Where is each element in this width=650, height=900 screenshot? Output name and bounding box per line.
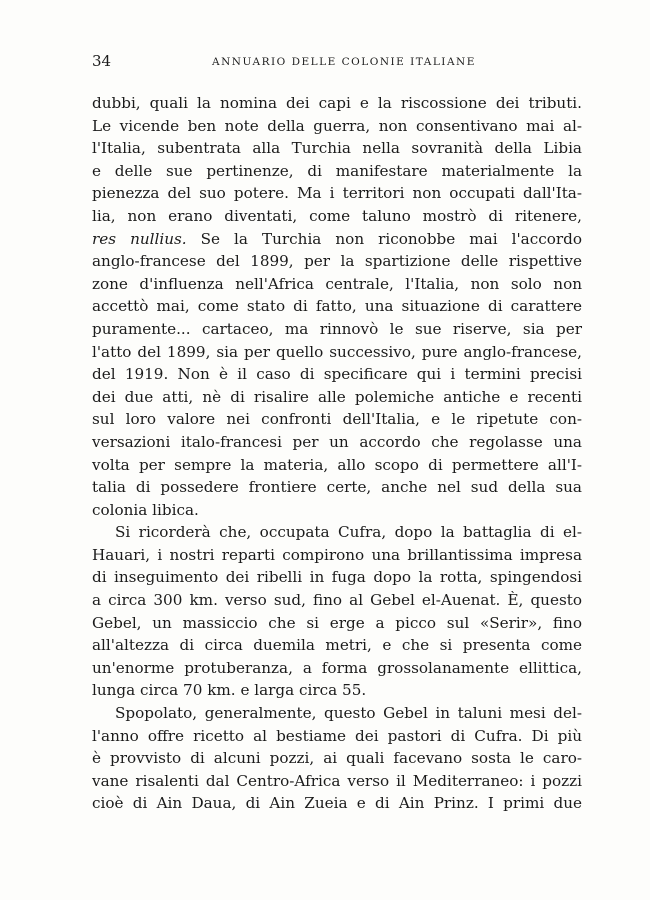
text-line: talia di possedere frontiere certe, anche nel sud della sua	[92, 478, 582, 497]
text-fragment: Se la Turchia non riconobbe mai l'accordo	[186, 229, 582, 248]
body-text	[92, 92, 582, 815]
text-line: del 1919. Non è il caso di specificare qui i termini precisi	[92, 365, 582, 384]
text-line: Spopolato, generalmente, questo Gebel in taluni mesi del-	[115, 704, 582, 723]
text-line: di inseguimento dei ribelli in fuga dopo la rotta, spingendosi	[92, 568, 582, 587]
text-line: Hauari, i nostri reparti compirono una brillantissima impresa	[92, 545, 582, 564]
text-line: lia, non erano diventati, come taluno mostrò di ritenere,	[92, 206, 582, 225]
text-line: Le vicende ben note della guerra, non consentivano mai al-	[92, 116, 582, 135]
text-line: e delle sue pertinenze, di manifestare materialmente la	[92, 161, 582, 180]
text-line: anglo-francese del 1899, per la spartizione delle rispettive	[92, 252, 582, 271]
text-line: Si ricorderà che, occupata Cufra, dopo la battaglia di el-	[115, 523, 582, 542]
text-line: l'anno offre ricetto al bestiame dei pastori di Cufra. Di più	[92, 726, 582, 745]
text-line: all'altezza di circa duemila metri, e che si presenta come	[92, 636, 582, 655]
text-line: vane risalenti dal Centro-Africa verso il Mediterraneo: i pozzi	[92, 771, 582, 790]
text-line: Gebel, un massiccio che si erge a picco sul «Serir», fino	[92, 613, 582, 632]
text-line: è provvisto di alcuni pozzi, ai quali facevano sosta le caro-	[92, 749, 582, 768]
latin-phrase: res nullius.	[92, 229, 187, 248]
text-line: l'Italia, subentrata alla Turchia nella sovranità della Libia	[92, 139, 582, 158]
text-line: colonia libica.	[92, 500, 199, 519]
running-title: ANNUARIO DELLE COLONIE ITALIANE	[212, 56, 476, 68]
page-header	[92, 50, 582, 74]
text-line: versazioni italo-francesi per un accordo che regolasse una	[92, 432, 582, 451]
page-number: 34	[92, 52, 112, 70]
text-line: accettò mai, come stato di fatto, una situazione di carattere	[92, 297, 582, 316]
text-line	[92, 228, 582, 251]
text-line: dei due atti, nè di risalire alle polemiche antiche e recenti	[92, 387, 582, 406]
text-line: l'atto del 1899, sia per quello successivo, pure anglo-francese,	[92, 342, 582, 361]
text-line: puramente... cartaceo, ma rinnovò le sue riserve, sia per	[92, 319, 582, 338]
text-line: pienezza del suo potere. Ma i territori non occupati dall'Ita-	[92, 184, 582, 203]
text-line: cioè di Ain Daua, di Ain Zueia e di Ain Prinz. I primi due	[92, 794, 582, 813]
text-line: a circa 300 km. verso sud, fino al Gebel el-Auenat. È, questo	[92, 591, 582, 610]
text-line: sul loro valore nei confronti dell'Italia, e le ripetute con-	[92, 410, 582, 429]
text-line: lunga circa 70 km. e larga circa 55.	[92, 681, 367, 700]
text-line: un'enorme protuberanza, a forma grossolanamente ellittica,	[92, 658, 582, 677]
text-line: dubbi, quali la nomina dei capi e la riscossione dei tributi.	[92, 94, 582, 112]
text-line: zone d'influenza nell'Africa centrale, l'Italia, non solo non	[92, 274, 582, 293]
text-line: volta per sempre la materia, allo scopo di permettere all'I-	[92, 455, 582, 474]
